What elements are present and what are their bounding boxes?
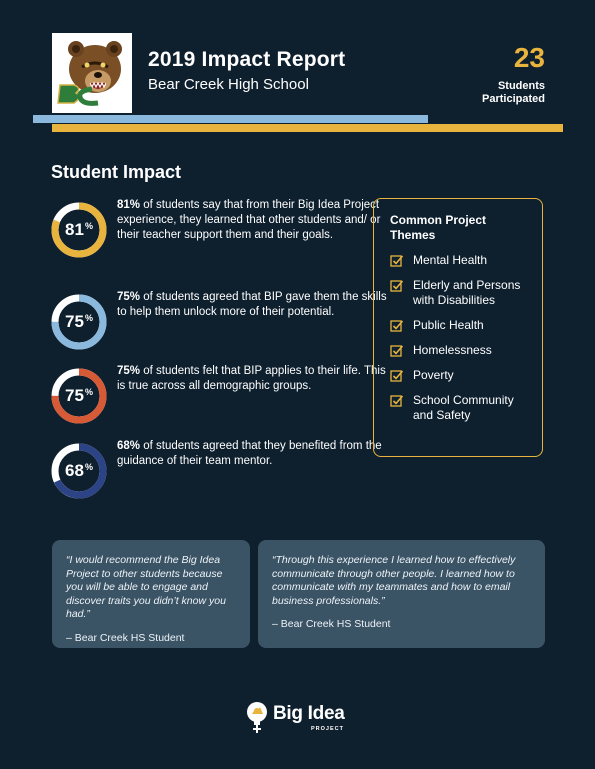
theme-label: Public Health <box>413 318 484 332</box>
lightbulb-icon <box>245 700 271 734</box>
quote-text: “Through this experience I learned how to effectively communicate through other people. I learned how to communicate with my teammates and how to email business professionals.” <box>272 554 516 607</box>
checkbox-check-icon <box>390 254 404 268</box>
quote-card <box>258 540 545 648</box>
stat-description: 75% of students agreed that BIP gave them the skills to help them unlock more of their potential. <box>117 291 387 318</box>
students-count: 23 <box>513 42 545 73</box>
theme-item <box>388 318 528 333</box>
stat-description: 68% of students agreed that they benefited from the guidance of their team mentor. <box>117 440 382 467</box>
themes-box <box>373 198 543 457</box>
theme-label: Elderly and Persons with Disabilities <box>413 278 521 307</box>
theme-item <box>388 393 528 423</box>
stat-description: 81% of students say that from their Big Idea Project experience, they learned that other students and/ or their teacher support them and their goals. <box>117 199 381 241</box>
checkbox-check-icon <box>390 319 404 333</box>
school-name: Bear Creek High School <box>148 76 309 93</box>
theme-item <box>388 253 528 268</box>
checkbox-check-icon <box>390 394 404 408</box>
header-divider-gold <box>52 124 563 132</box>
quote-author: – Bear Creek HS Student <box>272 618 391 630</box>
checkbox-check-icon <box>390 279 404 293</box>
header-divider-blue <box>33 115 428 123</box>
checkbox-check-icon <box>390 369 404 383</box>
theme-label: Poverty <box>413 368 454 382</box>
theme-label: Homelessness <box>413 343 492 357</box>
quote-text: “I would recommend the Big Idea Project to other students because you will be able to engage and discover traits you didn’t know you had.” <box>66 554 226 620</box>
stat-percent: 75 % <box>65 312 93 331</box>
stat-percent: 68 % <box>65 461 93 480</box>
theme-item <box>388 278 528 308</box>
stat-percent: 81 % <box>65 220 93 239</box>
quote-author: – Bear Creek HS Student <box>66 631 185 644</box>
theme-label: Mental Health <box>413 253 488 267</box>
big-idea-logo <box>245 700 365 736</box>
report-title: 2019 Impact Report <box>148 48 346 71</box>
brand-subtitle: PROJECT <box>311 726 344 732</box>
stat-description: 75% of students felt that BIP applies to their life. This is true across all demographic groups. <box>117 365 386 392</box>
school-logo <box>52 33 132 113</box>
quote-card <box>52 540 250 648</box>
checkbox-check-icon <box>390 344 404 358</box>
students-count-label: Students Participated <box>482 80 545 105</box>
themes-title: Common Project Themes <box>390 213 487 242</box>
section-title: Student Impact <box>51 162 182 182</box>
theme-label: School Community and Safety <box>413 393 514 422</box>
brand-name: Big Idea <box>273 703 345 724</box>
theme-item <box>388 368 528 383</box>
stat-percent: 75 % <box>65 386 93 405</box>
theme-item <box>388 343 528 358</box>
